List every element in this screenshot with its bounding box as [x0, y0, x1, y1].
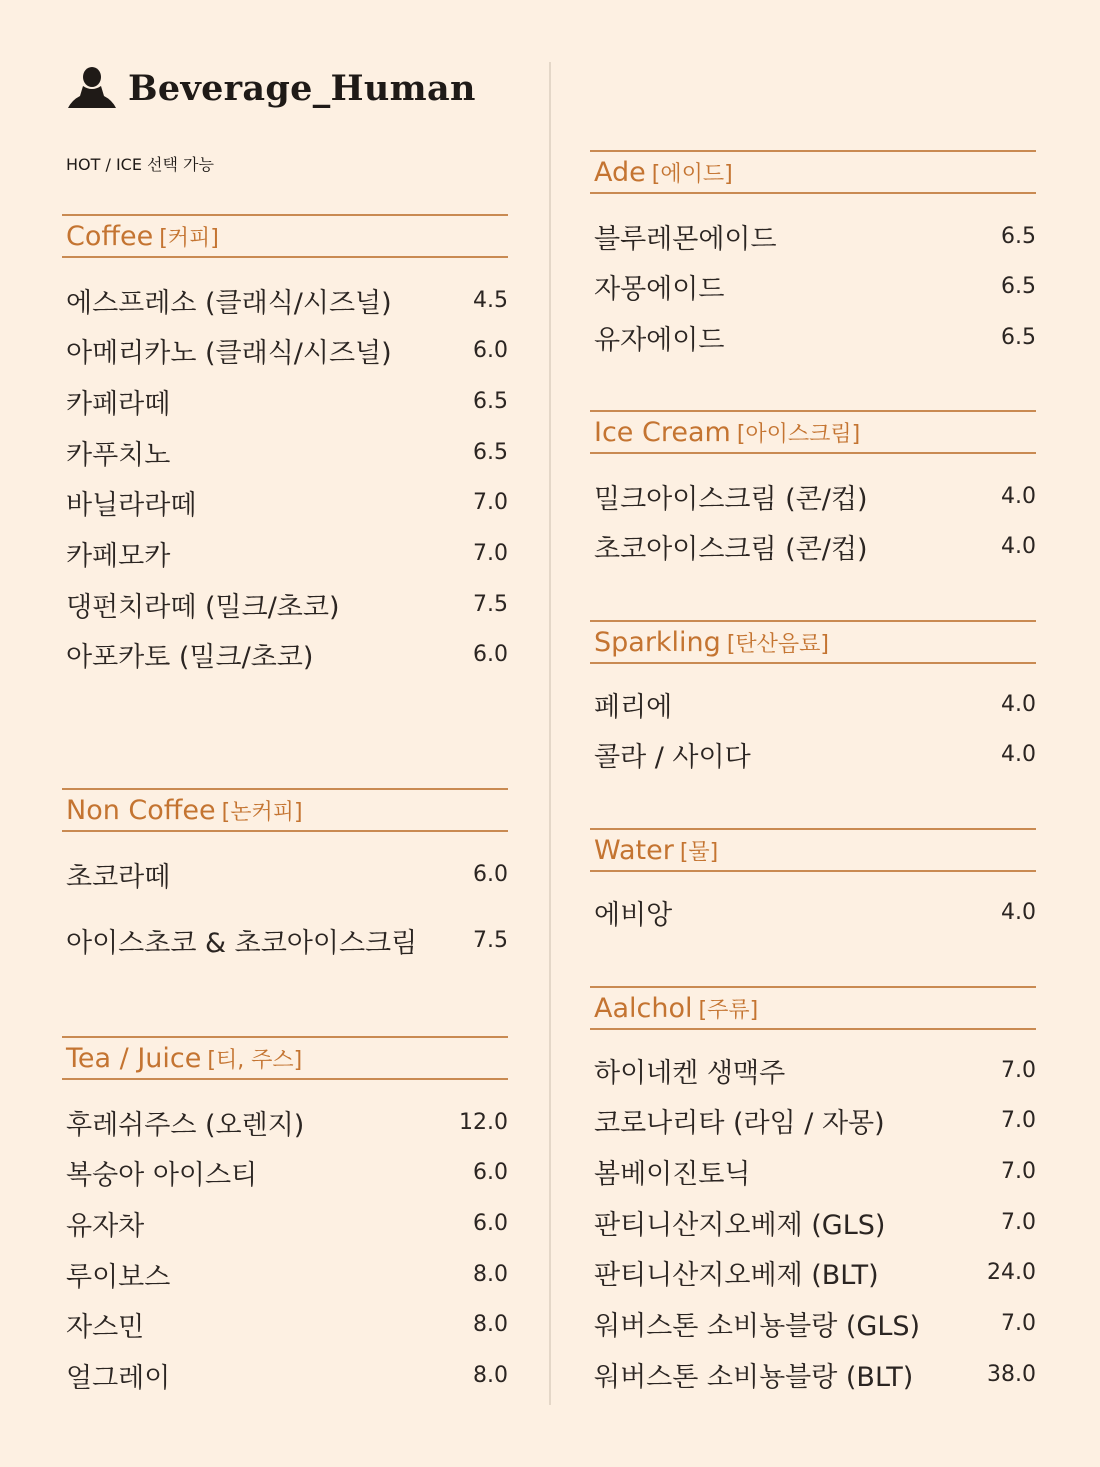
item-name: 코로나리타 (라임 / 자몽)	[594, 1108, 885, 1140]
item-name: 초코라떼	[66, 861, 171, 893]
item-name: 판티니산지오베제 (BLT)	[594, 1260, 879, 1292]
menu-item	[62, 529, 508, 579]
item-price: 24.0	[987, 1260, 1036, 1286]
section-title-ko: [티, 주스]	[207, 1047, 303, 1073]
item-price: 8.0	[473, 1363, 508, 1388]
menu-item	[62, 376, 508, 426]
item-price: 7.5	[473, 591, 508, 617]
item-price: 6.5	[473, 388, 508, 414]
menu-item	[590, 1096, 1036, 1146]
item-price: 4.0	[1001, 742, 1036, 768]
item-price: 38.0	[987, 1361, 1036, 1387]
menu-item	[590, 262, 1036, 312]
item-name: 봄베이진토닉	[594, 1158, 751, 1190]
item-price: 6.0	[473, 642, 508, 668]
section-non-coffee	[62, 788, 508, 959]
item-price: 4.5	[473, 287, 508, 313]
menu-item	[62, 326, 508, 376]
menu-item	[590, 679, 1036, 729]
section-header	[62, 214, 508, 258]
item-name: 카페모카	[66, 541, 171, 572]
hot-ice-note: HOT / ICE 선택 가능	[66, 155, 214, 174]
item-name: 판티니산지오베제 (GLS)	[594, 1209, 886, 1241]
item-name: 유자에이드	[594, 324, 725, 356]
menu-item	[590, 211, 1036, 261]
section-header	[590, 410, 1036, 454]
section-header	[590, 828, 1036, 872]
section-title-ko: [주류]	[698, 997, 759, 1023]
section-title-en: Ice Cream	[594, 416, 731, 448]
section-header	[590, 150, 1036, 194]
item-price: 6.0	[473, 1210, 508, 1236]
item-name: 후레쉬주스 (오렌지)	[66, 1109, 305, 1141]
section-sparkling	[590, 620, 1036, 774]
menu-item	[590, 1146, 1036, 1196]
item-name: 블루레몬에이드	[594, 223, 777, 255]
item-price: 7.5	[473, 927, 508, 953]
section-water	[590, 828, 1036, 931]
brand-header	[66, 66, 476, 110]
menu-item	[590, 522, 1036, 572]
section-title-en: Water	[594, 834, 674, 866]
item-name: 자스민	[66, 1312, 145, 1344]
menu-item	[62, 915, 508, 965]
item-price: 8.0	[473, 1312, 508, 1338]
item-name: 카페라떼	[66, 388, 171, 420]
menu-item	[62, 849, 508, 899]
item-name: 하이네켄 생맥주	[594, 1057, 786, 1089]
menu-item	[62, 478, 508, 528]
item-name: 얼그레이	[66, 1363, 171, 1394]
menu-item	[62, 1351, 508, 1401]
section-title-en: Aalchol	[594, 992, 693, 1024]
item-name: 에스프레소 (클래식/시즈널)	[66, 287, 392, 319]
item-price: 7.0	[1001, 1209, 1036, 1235]
item-name: 워버스톤 소비뇽블랑 (BLT)	[594, 1361, 914, 1393]
section-coffee	[62, 214, 508, 674]
section-title-en: Sparkling	[594, 626, 721, 658]
person-silhouette-icon	[66, 66, 118, 110]
item-price: 7.0	[1001, 1057, 1036, 1083]
item-price: 6.5	[1001, 223, 1036, 249]
item-price: 4.0	[1001, 483, 1036, 509]
item-name: 밀크아이스크림 (콘/컵)	[594, 483, 868, 515]
item-name: 페리에	[594, 691, 673, 723]
item-name: 에비앙	[594, 899, 673, 931]
item-name: 워버스톤 소비뇽블랑 (GLS)	[594, 1311, 921, 1342]
menu-item	[590, 1248, 1036, 1298]
menu-item	[590, 1299, 1036, 1349]
item-name: 아포카토 (밀크/초코)	[66, 642, 314, 674]
section-header	[62, 1036, 508, 1080]
item-price: 4.0	[1001, 899, 1036, 925]
item-price: 7.0	[1001, 1158, 1036, 1184]
item-name: 아메리카노 (클래식/시즈널)	[66, 338, 392, 370]
item-price: 6.0	[473, 338, 508, 364]
item-name: 복숭아 아이스티	[66, 1160, 258, 1192]
menu-item	[62, 1249, 508, 1299]
section-title-en: Tea / Juice	[66, 1042, 202, 1074]
menu-item	[590, 1045, 1036, 1095]
section-ice-cream	[590, 410, 1036, 566]
item-price: 6.0	[473, 861, 508, 887]
section-title-en: Coffee	[66, 220, 154, 252]
item-price: 4.0	[1001, 534, 1036, 560]
section-title-ko: [논커피]	[221, 799, 303, 825]
menu-item	[590, 1197, 1036, 1247]
item-price: 7.0	[1001, 1108, 1036, 1134]
section-title-ko: [아이스크림]	[736, 421, 861, 447]
section-header	[590, 986, 1036, 1030]
menu-item	[62, 1198, 508, 1248]
item-name: 댕펀치라떼 (밀크/초코)	[66, 591, 340, 623]
section-header	[590, 620, 1036, 664]
item-price: 6.5	[473, 439, 508, 465]
item-name: 유자차	[66, 1210, 145, 1242]
menu-item	[62, 579, 508, 629]
item-name: 자몽에이드	[594, 274, 725, 306]
item-price: 4.0	[1001, 691, 1036, 717]
section-title-ko: [에이드]	[651, 161, 733, 187]
item-price: 12.0	[459, 1109, 508, 1135]
menu-item	[590, 1349, 1036, 1399]
menu-item	[62, 275, 508, 325]
menu-item	[62, 1148, 508, 1198]
item-name: 바닐라라떼	[66, 490, 197, 522]
item-name: 루이보스	[66, 1261, 171, 1293]
section-tea-juice	[62, 1036, 508, 1394]
item-price: 7.0	[473, 541, 508, 566]
menu-item	[590, 471, 1036, 521]
item-name: 초코아이스크림 (콘/컵)	[594, 534, 868, 566]
section-alcohol	[590, 986, 1036, 1393]
item-price: 6.5	[1001, 324, 1036, 350]
menu-item	[62, 1300, 508, 1350]
item-price: 6.5	[1001, 274, 1036, 300]
section-ade	[590, 150, 1036, 356]
menu-item	[590, 312, 1036, 362]
column-divider	[549, 62, 551, 1405]
item-name: 콜라 / 사이다	[594, 742, 751, 774]
menu-item	[590, 887, 1036, 937]
item-price: 7.0	[1001, 1311, 1036, 1336]
menu-item	[62, 630, 508, 680]
item-price: 6.0	[473, 1160, 508, 1186]
section-title-en: Non Coffee	[66, 794, 216, 826]
section-title-ko: [커피]	[159, 225, 219, 251]
section-title-ko: [물]	[679, 839, 719, 865]
section-title-en: Ade	[594, 156, 646, 188]
brand-name: Beverage_Human	[128, 67, 476, 109]
menu-item	[62, 427, 508, 477]
item-price: 8.0	[473, 1261, 508, 1287]
item-name: 카푸치노	[66, 439, 171, 471]
item-price: 7.0	[473, 490, 508, 516]
menu-item	[62, 1097, 508, 1147]
section-header	[62, 788, 508, 832]
menu-item	[590, 730, 1036, 780]
section-title-ko: [탄산음료]	[726, 631, 830, 657]
item-name: 아이스초코 & 초코아이스크림	[66, 927, 418, 959]
